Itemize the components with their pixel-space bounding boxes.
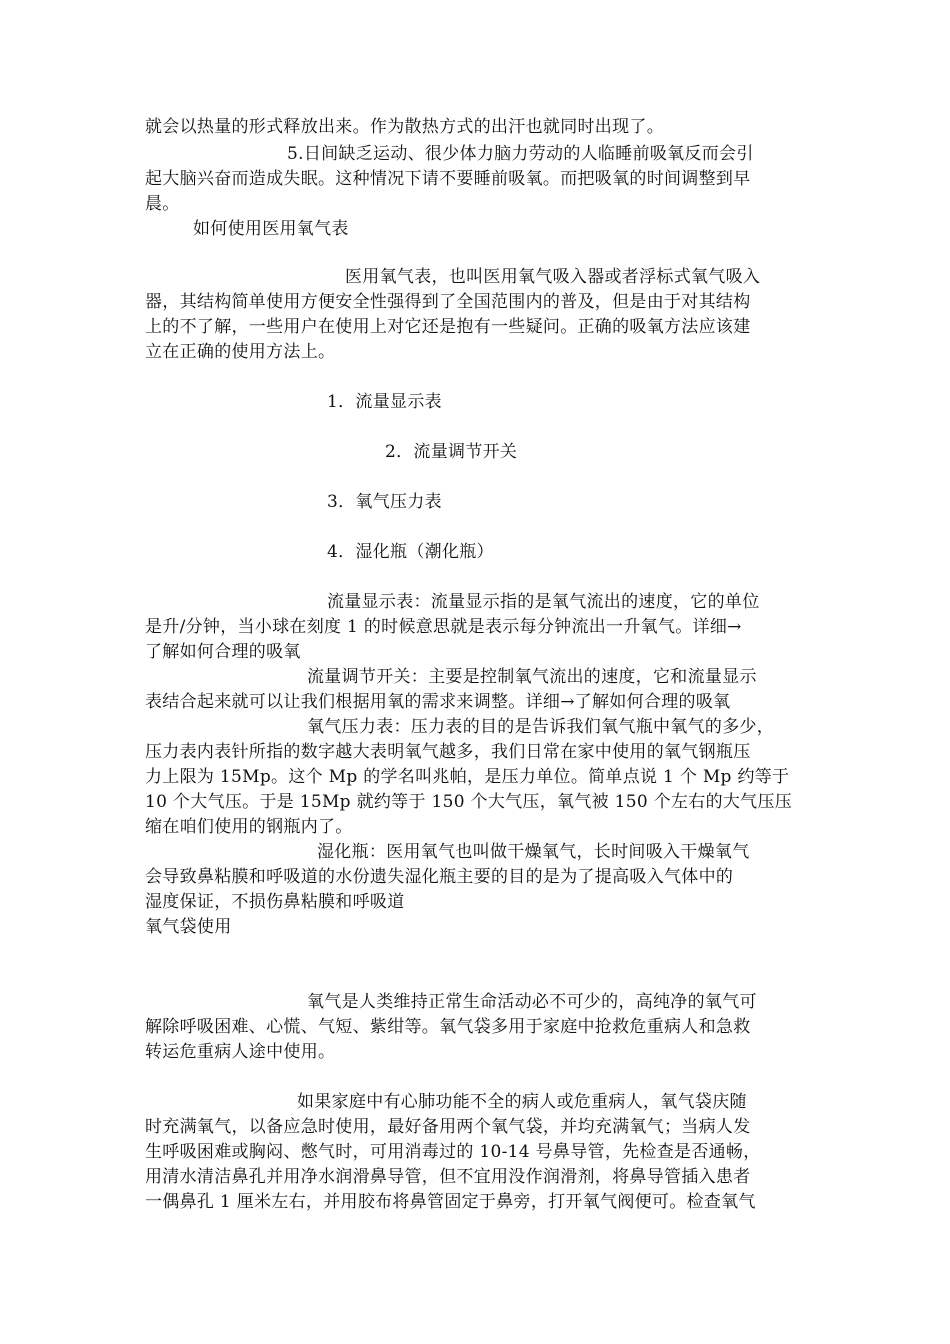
text-line: 湿度保证，不损伤鼻粘膜和呼吸道 [145, 892, 405, 912]
text-line: 如果家庭中有心肺功能不全的病人或危重病人，氧气袋庆随 [297, 1092, 747, 1112]
section-heading: 氧气袋使用 [145, 917, 232, 937]
text-line: 解除呼吸困难、心慌、气短、紫绀等。氧气袋多用于家庭中抢救危重病人和急救 [145, 1017, 751, 1037]
text-line: 转运危重病人途中使用。 [145, 1042, 336, 1062]
text-line: 流量调节开关：主要是控制氧气流出的速度，它和流量显示 [307, 667, 757, 687]
text-line: 表结合起来就可以让我们根据用氧的需求来调整。详细→了解如何合理的吸氧 [145, 692, 731, 712]
section-heading: 如何使用医用氧气表 [193, 219, 349, 239]
text-line: 器，其结构简单使用方便安全性强得到了全国范围内的普及，但是由于对其结构 [145, 292, 751, 312]
text-line: 氧气是人类维持正常生命活动必不可少的，高纯净的氧气可 [307, 992, 757, 1012]
text-line: 上的不了解，一些用户在使用上对它还是抱有一些疑问。正确的吸氧方法应该建 [145, 317, 751, 337]
text-line: 力上限为 15Mp。这个 Mp 的学名叫兆帕，是压力单位。简单点说 1 个 Mp 约等于 [145, 767, 790, 787]
text-line: 会导致鼻粘膜和呼吸道的水份遗失湿化瓶主要的目的是为了提高吸入气体中的 [145, 867, 734, 887]
text-line: 氧气压力表：压力表的目的是告诉我们氧气瓶中氧气的多少， [307, 717, 775, 737]
text-line: 时充满氧气，以备应急时使用，最好备用两个氧气袋，并均充满氧气；当病人发 [145, 1117, 751, 1137]
text-line: 起大脑兴奋而造成失眠。这种情况下请不要睡前吸氧。而把吸氧的时间调整到早 [145, 169, 751, 189]
text-line: 生呼吸困难或胸闷、憋气时，可用消毒过的 10-14 号鼻导管，先检查是否通畅， [145, 1142, 761, 1162]
text-line: 了解如何合理的吸氧 [145, 642, 301, 662]
text-line: 5.日间缺乏运动、很少体力脑力劳动的人临睡前吸氧反而会引 [287, 144, 754, 164]
text-line: 一偶鼻孔 1 厘米左右，并用胶布将鼻管固定于鼻旁，打开氧气阀便可。检查氧气 [145, 1192, 756, 1212]
list-item: 3．氧气压力表 [327, 492, 442, 512]
text-line: 流量显示表：流量显示指的是氧气流出的速度，它的单位 [327, 592, 760, 612]
text-line: 用清水清洁鼻孔并用净水润滑鼻导管，但不宜用没作润滑剂，将鼻导管插入患者 [145, 1167, 751, 1187]
text-line: 就会以热量的形式释放出来。作为散热方式的出汗也就同时出现了。 [145, 117, 664, 137]
text-line: 晨。 [145, 194, 180, 214]
text-line: 湿化瓶：医用氧气也叫做干燥氧气，长时间吸入干燥氧气 [317, 842, 750, 862]
text-line: 10 个大气压。于是 15Mp 就约等于 150 个大气压，氧气被 150 个左右的大气压压 [145, 792, 793, 812]
text-line: 缩在咱们使用的钢瓶内了。 [145, 817, 353, 837]
text-line: 立在正确的使用方法上。 [145, 342, 336, 362]
list-item: 1．流量显示表 [327, 392, 442, 412]
text-line: 压力表内表针所指的数字越大表明氧气越多，我们日常在家中使用的氧气钢瓶压 [145, 742, 751, 762]
list-item: 4．湿化瓶（潮化瓶） [327, 542, 494, 562]
list-item: 2．流量调节开关 [385, 442, 518, 462]
text-line: 医用氧气表，也叫医用氧气吸入器或者浮标式氧气吸入 [345, 267, 761, 287]
text-line: 是升/分钟，当小球在刻度 1 的时候意思就是表示每分钟流出一升氧气。详细→ [145, 617, 742, 637]
